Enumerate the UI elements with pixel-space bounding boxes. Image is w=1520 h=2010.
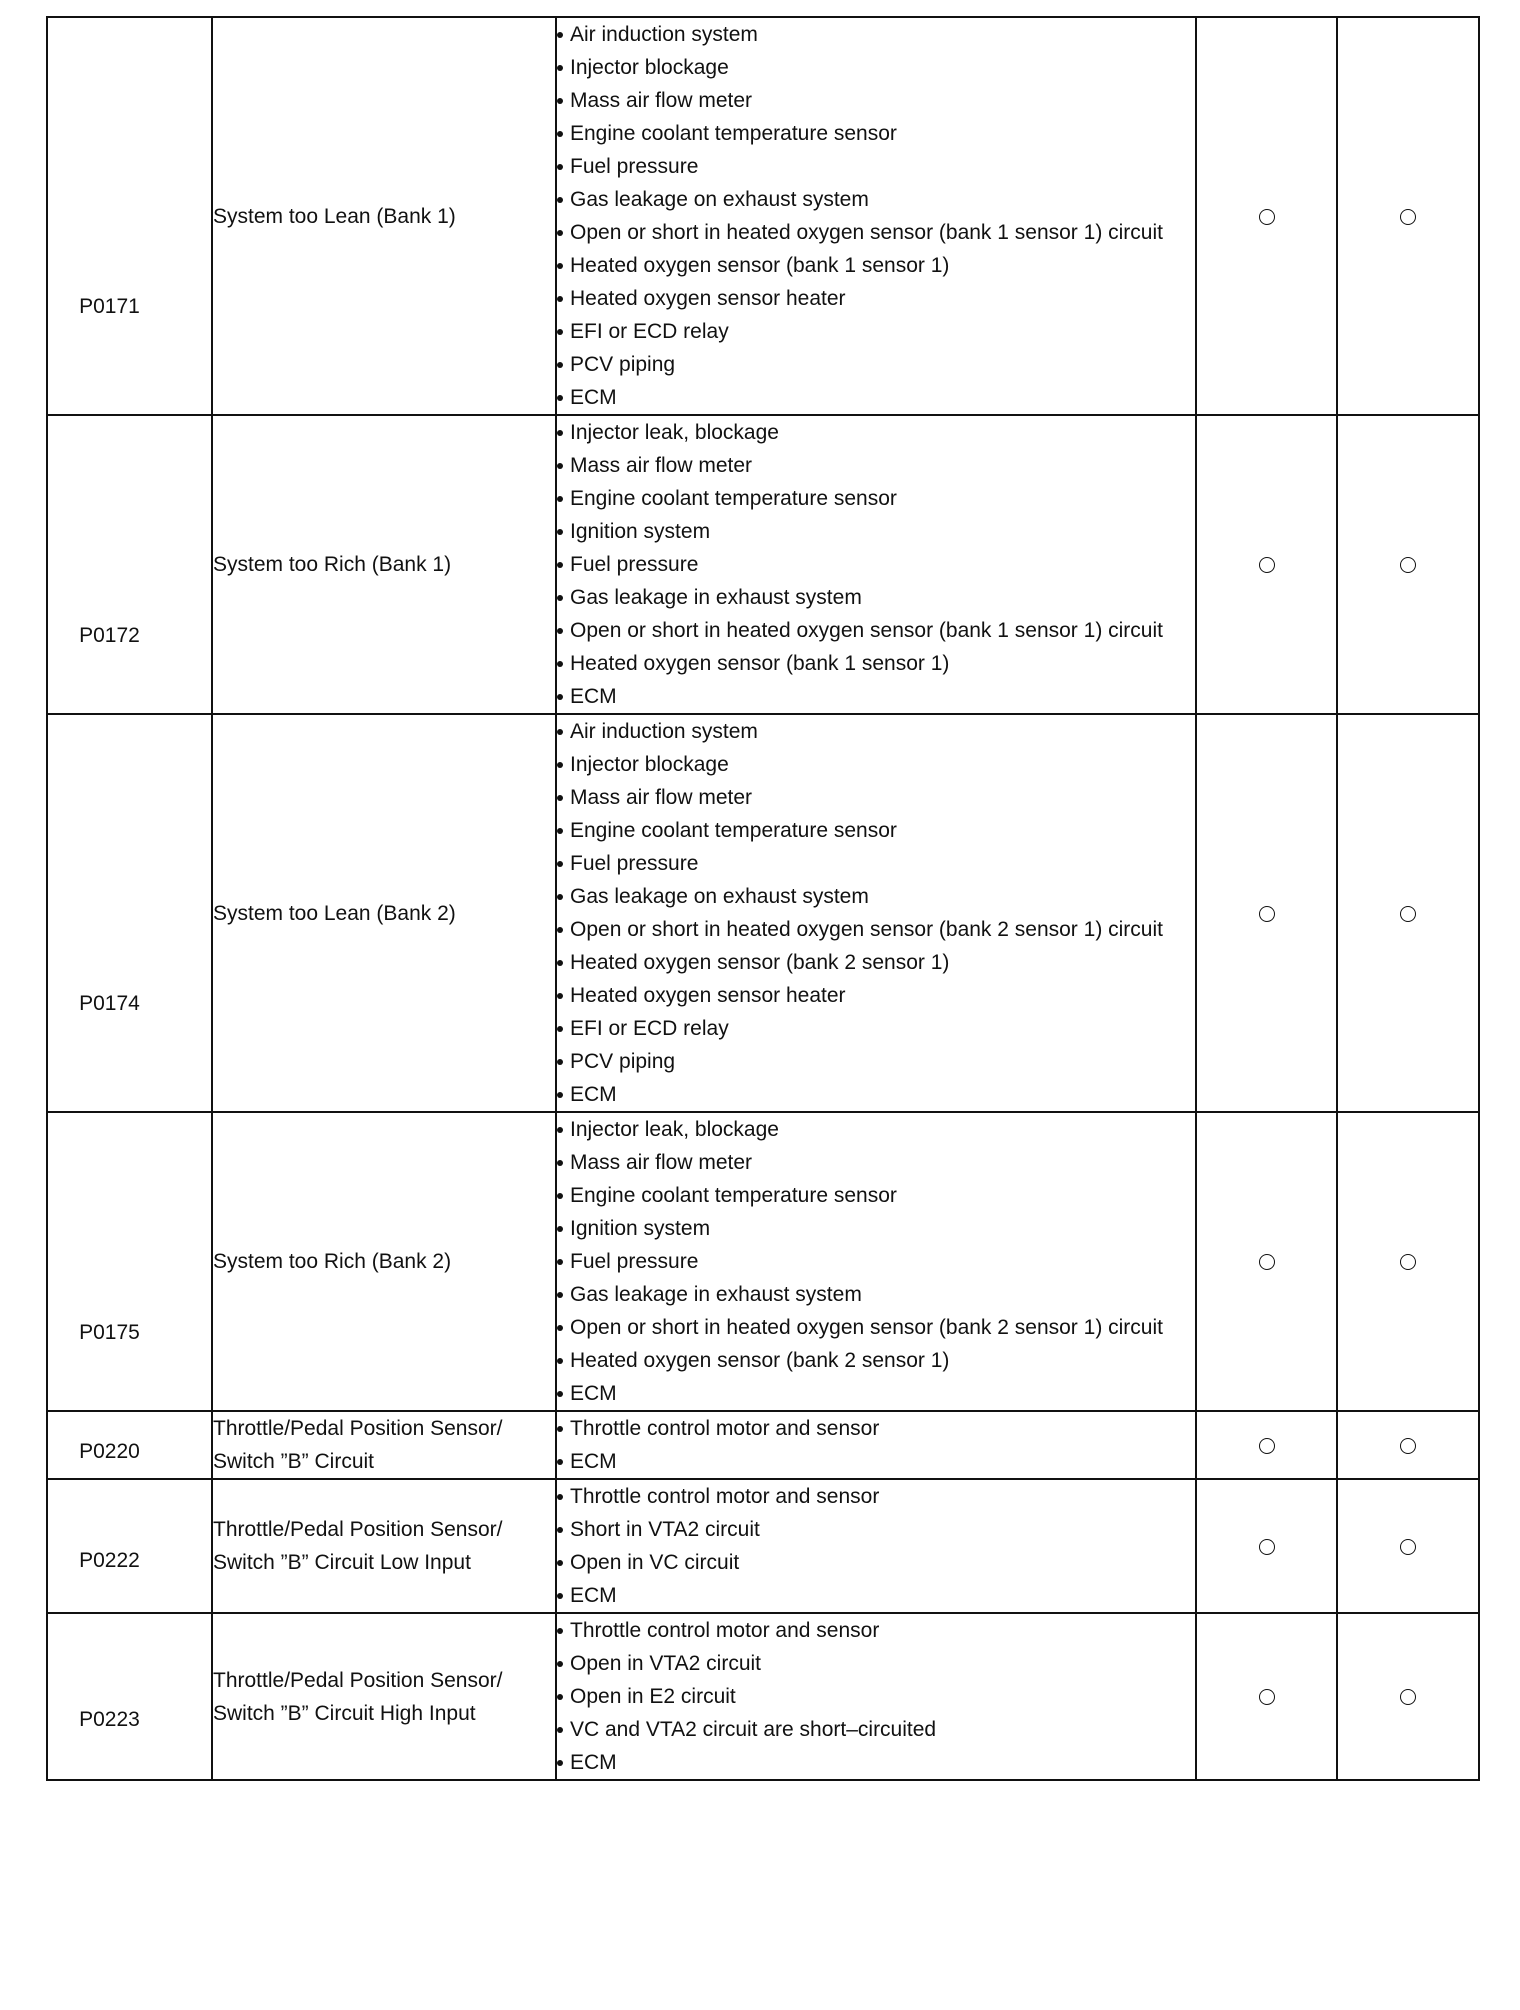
list-item: ECM <box>557 680 1195 713</box>
table-row <box>47 1411 1479 1479</box>
circle-mark-icon <box>1400 209 1416 225</box>
list-item: Open in E2 circuit <box>557 1680 1195 1713</box>
detection-item-cell <box>212 1112 556 1411</box>
trouble-area-list <box>557 1113 1195 1410</box>
dtc-code-cell <box>47 714 212 1112</box>
list-item: Injector leak, blockage <box>557 1113 1195 1146</box>
mark-cell-1 <box>1196 415 1337 714</box>
trouble-area-cell <box>556 1479 1196 1613</box>
detection-item-line: Switch ”B” Circuit <box>213 1450 375 1473</box>
list-item: Heated oxygen sensor (bank 1 sensor 1) <box>557 249 1195 282</box>
list-item: Open in VTA2 circuit <box>557 1647 1195 1680</box>
circle-mark-icon <box>1400 1539 1416 1555</box>
list-item: ECM <box>557 1445 1195 1478</box>
list-item: Heated oxygen sensor heater <box>557 282 1195 315</box>
dtc-code-cell <box>47 1613 212 1780</box>
trouble-area-list <box>557 1614 1195 1779</box>
detection-item-cell <box>212 1613 556 1780</box>
dtc-code-cell <box>47 17 212 415</box>
list-item: EFI or ECD relay <box>557 315 1195 348</box>
list-item: Throttle control motor and sensor <box>557 1614 1195 1647</box>
circle-mark-icon <box>1400 1689 1416 1705</box>
list-item: ECM <box>557 1579 1195 1612</box>
list-item: ECM <box>557 1078 1195 1111</box>
list-item: Gas leakage in exhaust system <box>557 1278 1195 1311</box>
list-item: Throttle control motor and sensor <box>557 1480 1195 1513</box>
dtc-table <box>46 16 1480 1781</box>
list-item: Gas leakage on exhaust system <box>557 880 1195 913</box>
list-item: Open or short in heated oxygen sensor (bank 2 sensor 1) circuit <box>557 913 1195 946</box>
list-item: PCV piping <box>557 1045 1195 1078</box>
detection-item-line: System too Lean (Bank 2) <box>213 901 456 925</box>
list-item: Fuel pressure <box>557 847 1195 880</box>
list-item: Fuel pressure <box>557 150 1195 183</box>
detection-item-line: System too Lean (Bank 1) <box>213 204 456 228</box>
detection-item-cell <box>212 17 556 415</box>
circle-mark-icon <box>1400 557 1416 573</box>
table-row <box>47 1112 1479 1411</box>
list-item: Fuel pressure <box>557 548 1195 581</box>
mark-cell-1 <box>1196 1613 1337 1780</box>
detection-item-line: System too Rich (Bank 1) <box>213 553 452 576</box>
trouble-area-list <box>557 18 1195 414</box>
list-item: ECM <box>557 381 1195 414</box>
list-item: Air induction system <box>557 715 1195 748</box>
list-item: Air induction system <box>557 18 1195 51</box>
list-item: Open or short in heated oxygen sensor (bank 1 sensor 1) circuit <box>557 614 1195 647</box>
detection-item-line: Throttle/Pedal Position Sensor/ <box>213 1417 503 1440</box>
detection-item-cell <box>212 415 556 714</box>
dtc-code: P0223 <box>79 1708 140 1731</box>
detection-item-line: Throttle/Pedal Position Sensor/ <box>213 1668 503 1692</box>
trouble-area-cell <box>556 1112 1196 1411</box>
list-item: Injector blockage <box>557 748 1195 781</box>
mark-cell-2 <box>1337 17 1479 415</box>
dtc-code-cell <box>47 415 212 714</box>
table-row <box>47 1479 1479 1613</box>
dtc-code: P0175 <box>79 1320 140 1344</box>
list-item: Ignition system <box>557 1212 1195 1245</box>
list-item: Open or short in heated oxygen sensor (bank 1 sensor 1) circuit <box>557 216 1195 249</box>
list-item: VC and VTA2 circuit are short–circuited <box>557 1713 1195 1746</box>
list-item: Heated oxygen sensor (bank 1 sensor 1) <box>557 647 1195 680</box>
list-item: Open in VC circuit <box>557 1546 1195 1579</box>
circle-mark-icon <box>1259 1438 1275 1454</box>
circle-mark-icon <box>1259 1689 1275 1705</box>
circle-mark-icon <box>1259 209 1275 225</box>
trouble-area-cell <box>556 17 1196 415</box>
list-item: Gas leakage in exhaust system <box>557 581 1195 614</box>
list-item: Engine coolant temperature sensor <box>557 1179 1195 1212</box>
list-item: Throttle control motor and sensor <box>557 1412 1195 1445</box>
circle-mark-icon <box>1400 1438 1416 1454</box>
circle-mark-icon <box>1259 1254 1275 1270</box>
dtc-code: P0171 <box>79 295 140 318</box>
circle-mark-icon <box>1400 1254 1416 1270</box>
mark-cell-2 <box>1337 1479 1479 1613</box>
list-item: Heated oxygen sensor (bank 2 sensor 1) <box>557 1344 1195 1377</box>
trouble-area-list <box>557 1412 1195 1478</box>
mark-cell-2 <box>1337 1613 1479 1780</box>
mark-cell-1 <box>1196 1411 1337 1479</box>
mark-cell-1 <box>1196 714 1337 1112</box>
list-item: Heated oxygen sensor heater <box>557 979 1195 1012</box>
list-item: Heated oxygen sensor (bank 2 sensor 1) <box>557 946 1195 979</box>
list-item: Engine coolant temperature sensor <box>557 814 1195 847</box>
detection-item-line: Switch ”B” Circuit High Input <box>213 1701 476 1725</box>
list-item: ECM <box>557 1377 1195 1410</box>
mark-cell-2 <box>1337 1411 1479 1479</box>
trouble-area-cell <box>556 1411 1196 1479</box>
table-row <box>47 714 1479 1112</box>
list-item: Fuel pressure <box>557 1245 1195 1278</box>
table-row <box>47 1613 1479 1780</box>
table-row <box>47 415 1479 714</box>
list-item: Injector leak, blockage <box>557 416 1195 449</box>
mark-cell-2 <box>1337 714 1479 1112</box>
list-item: ECM <box>557 1746 1195 1779</box>
dtc-code-cell <box>47 1411 212 1479</box>
list-item: EFI or ECD relay <box>557 1012 1195 1045</box>
list-item: Mass air flow meter <box>557 449 1195 482</box>
detection-item-line: Throttle/Pedal Position Sensor/ <box>213 1518 503 1541</box>
list-item: Mass air flow meter <box>557 781 1195 814</box>
mark-cell-1 <box>1196 17 1337 415</box>
dtc-code: P0222 <box>79 1548 140 1572</box>
mark-cell-2 <box>1337 415 1479 714</box>
trouble-area-list <box>557 715 1195 1111</box>
list-item: PCV piping <box>557 348 1195 381</box>
dtc-table-body <box>47 17 1479 1780</box>
circle-mark-icon <box>1259 906 1275 922</box>
circle-mark-icon <box>1259 1539 1275 1555</box>
trouble-area-cell <box>556 415 1196 714</box>
detection-item-cell <box>212 1411 556 1479</box>
dtc-code-cell <box>47 1479 212 1613</box>
mark-cell-2 <box>1337 1112 1479 1411</box>
list-item: Engine coolant temperature sensor <box>557 117 1195 150</box>
list-item: Ignition system <box>557 515 1195 548</box>
mark-cell-1 <box>1196 1479 1337 1613</box>
table-row <box>47 17 1479 415</box>
detection-item-cell <box>212 714 556 1112</box>
list-item: Open or short in heated oxygen sensor (bank 2 sensor 1) circuit <box>557 1311 1195 1344</box>
trouble-area-cell <box>556 1613 1196 1780</box>
list-item: Injector blockage <box>557 51 1195 84</box>
circle-mark-icon <box>1259 557 1275 573</box>
dtc-code-cell <box>47 1112 212 1411</box>
mark-cell-1 <box>1196 1112 1337 1411</box>
dtc-code: P0220 <box>79 1439 140 1463</box>
trouble-area-list <box>557 416 1195 713</box>
trouble-area-list <box>557 1480 1195 1612</box>
list-item: Gas leakage on exhaust system <box>557 183 1195 216</box>
dtc-code: P0172 <box>79 623 140 647</box>
list-item: Mass air flow meter <box>557 1146 1195 1179</box>
list-item: Short in VTA2 circuit <box>557 1513 1195 1546</box>
detection-item-line: System too Rich (Bank 2) <box>213 1250 452 1273</box>
list-item: Engine coolant temperature sensor <box>557 482 1195 515</box>
list-item: Mass air flow meter <box>557 84 1195 117</box>
circle-mark-icon <box>1400 906 1416 922</box>
trouble-area-cell <box>556 714 1196 1112</box>
detection-item-line: Switch ”B” Circuit Low Input <box>213 1551 471 1574</box>
dtc-code: P0174 <box>79 992 140 1015</box>
detection-item-cell <box>212 1479 556 1613</box>
